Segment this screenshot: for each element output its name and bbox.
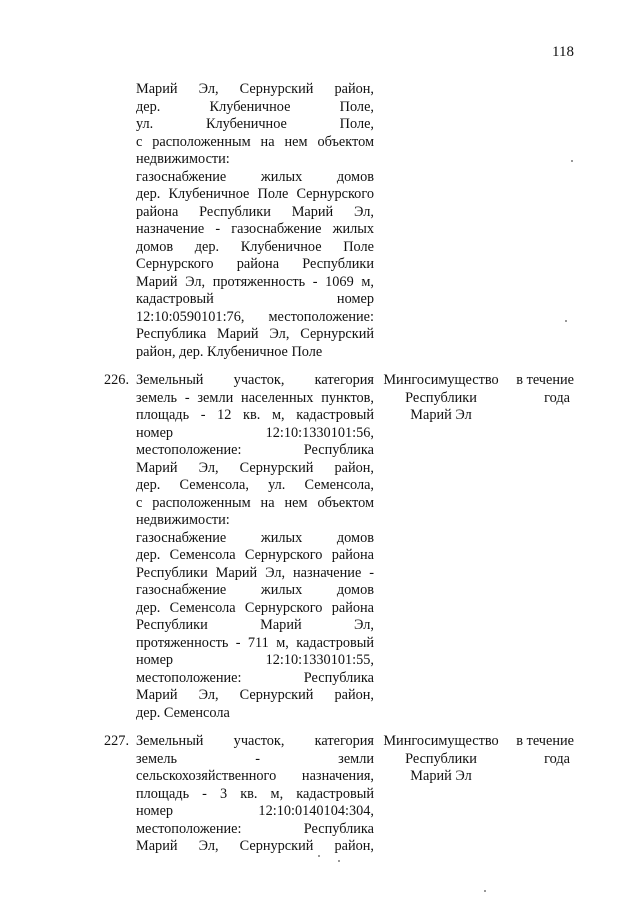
scan-speck [338,860,340,862]
scan-speck [565,320,567,322]
description-line: протяженность - 711 м, кадастровый [136,634,374,651]
responsible-org [374,733,506,786]
property-list [104,81,574,867]
term-line: года [544,750,570,767]
org-line: Марий Эл [410,768,472,784]
description-line: земель - земли населенных пунктов, [136,389,374,406]
description-line: газоснабжение жилых домов [136,582,374,598]
description-line: Республика Марий Эл, Сернурский [136,326,374,342]
description-line: района Республики Марий Эл, [136,203,374,220]
description-line: номер 12:10:1330101:55, [136,652,374,668]
scan-speck [318,855,320,857]
description-line: Республики Марий Эл, [136,617,374,633]
description-line: Марий Эл, протяженность - 1069 м, [136,273,374,290]
term-line: в течение [516,733,574,749]
description-line: недвижимости: [136,151,230,167]
description-line: Марий Эл, Сернурский район, [136,81,374,97]
description-line: домов дер. Клубеничное Поле [136,238,374,255]
description-line: Марий Эл, Сернурский район, [136,687,374,703]
term-line: года [544,389,570,406]
item-number: 226. [104,372,130,388]
org-line: Республики [405,389,477,406]
description-line: Земельный участок, категория [136,733,374,749]
description-line: номер 12:10:0140104:304, [136,803,374,819]
description-line: Республики Марий Эл, назначение - [136,564,374,581]
description-line: Марий Эл, Сернурский район, [136,459,374,476]
description-line: Сернурского района Республики [136,256,374,272]
term [506,372,574,407]
item-description [136,733,374,856]
description-line: площадь - 12 кв. м, кадастровый [136,407,374,423]
description-line: дер. Клубеничное Поле Сернурского [136,186,374,202]
description-line: недвижимости: [136,512,230,528]
description-line: Земельный участок, категория [136,372,374,388]
description-line: Марий Эл, Сернурский район, [136,838,374,854]
description-line: с расположенным на нем объектом [136,133,374,150]
description-line: дер. Семенсола Сернурского района [136,547,374,563]
list-item [104,372,574,722]
scan-speck [571,160,573,162]
description-line: дер. Семенсола Сернурского района [136,599,374,616]
item-number: 227. [104,733,130,749]
scan-speck [484,890,486,892]
responsible-org [374,372,506,425]
description-line: земель - земли [136,750,374,767]
description-line: местоположение: Республика [136,669,374,686]
list-item [104,81,574,361]
description-line: с расположенным на нем объектом [136,494,374,511]
item-description [136,372,374,722]
description-line: ул. Клубеничное Поле, [136,116,374,132]
item-description [136,81,374,361]
description-line: газоснабжение жилых домов [136,529,374,546]
description-line: площадь - 3 кв. м, кадастровый [136,785,374,802]
term-line: в течение [516,372,574,388]
description-line: 12:10:0590101:76, местоположение: [136,308,374,325]
description-line: дер. Клубеничное Поле, [136,98,374,115]
org-line: Мингосимущество [383,733,499,749]
description-line: район, дер. Клубеничное Поле [136,343,323,360]
description-line: дер. Семенсола, ул. Семенсола, [136,477,374,493]
org-line: Марий Эл [410,407,472,423]
term [506,733,574,768]
description-line: газоснабжение жилых домов [136,168,374,185]
page-number: 118 [552,44,574,60]
description-line: местоположение: Республика [136,820,374,837]
description-line: сельскохозяйственного назначения, [136,768,374,784]
org-line: Мингосимущество [383,372,499,388]
description-line: назначение - газоснабжение жилых [136,221,374,237]
org-line: Республики [405,750,477,767]
description-line: местоположение: Республика [136,442,374,458]
description-line: кадастровый номер [136,291,374,307]
list-item [104,733,574,856]
description-line: дер. Семенсола [136,704,230,721]
description-line: номер 12:10:1330101:56, [136,424,374,441]
